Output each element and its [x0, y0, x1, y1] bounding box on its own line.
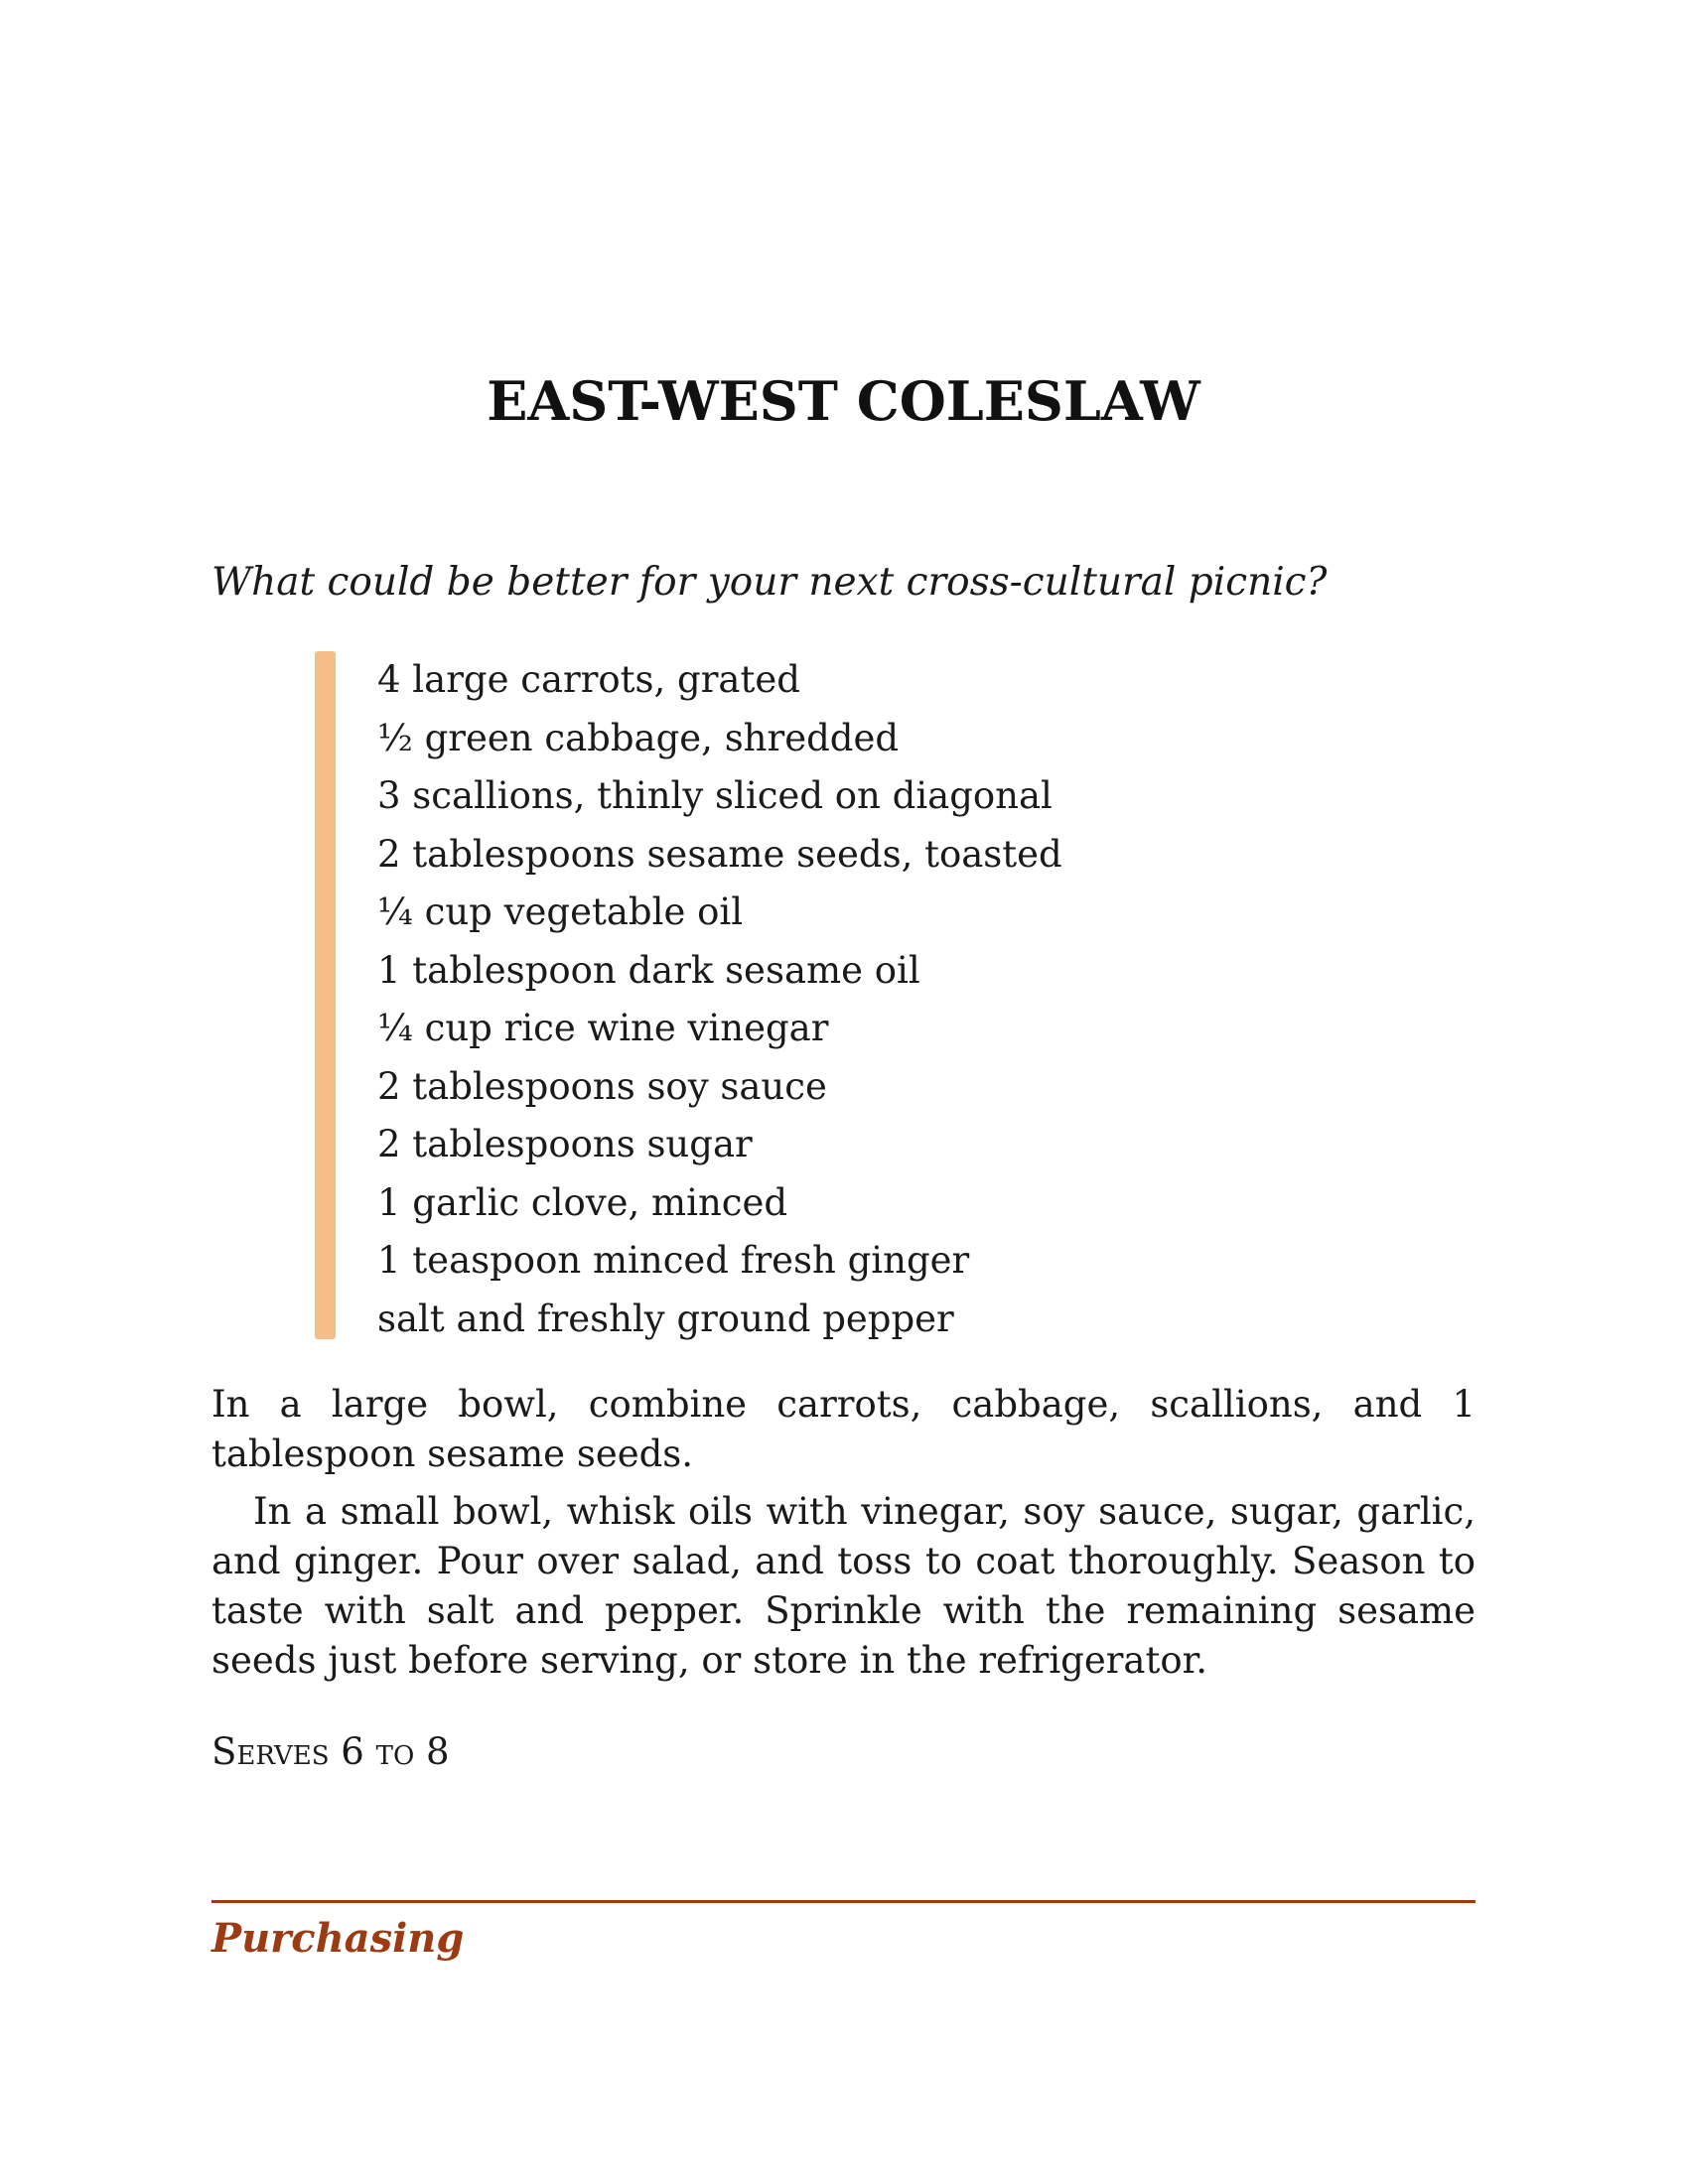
ingredient-item: ¼ cup vegetable oil [377, 890, 744, 933]
ingredient-item: 1 garlic clove, minced [377, 1180, 788, 1224]
ingredient-item: ¼ cup rice wine vinegar [377, 1007, 829, 1049]
recipe-page [211, 0, 1476, 2184]
ingredient-item: 4 large carrots, grated [377, 658, 800, 701]
method-paragraph: In a large bowl, combine carrots, cabbage, scallions, and 1 tablespoon sesame seeds. [211, 1383, 1476, 1475]
recipe-method [211, 1380, 1476, 1694]
ingredient-item: 3 scallions, thinly sliced on diagonal [377, 774, 1053, 817]
ingredients-list [377, 651, 1062, 1348]
ingredients-accent-bar [315, 651, 336, 1339]
section-link-purchasing[interactable]: Purchasing [211, 1915, 465, 1962]
footer-divider [211, 1900, 1476, 1903]
method-paragraph: In a small bowl, whisk oils with vinegar, soy sauce, sugar, garlic, and ginger. Pour over salad, and toss to coat thoroughly. Season to taste with salt and pepper. Sprinkle with the remaining sesame seeds just before serving, or store in the refrigerator. [211, 1490, 1476, 1682]
ingredient-item: 2 tablespoons sugar [377, 1123, 753, 1165]
ingredient-item: ½ green cabbage, shredded [377, 716, 900, 759]
ingredient-item: 2 tablespoons soy sauce [377, 1064, 827, 1108]
recipe-title: EAST-WEST COLESLAW [487, 369, 1200, 433]
ingredient-item: salt and freshly ground pepper [377, 1297, 954, 1340]
ingredient-item: 2 tablespoons sesame seeds, toasted [377, 832, 1062, 876]
ingredient-item: 1 tablespoon dark sesame oil [377, 948, 920, 992]
servings-note: Serves 6 to 8 [211, 1730, 450, 1773]
ingredients-block [315, 651, 1208, 1339]
ingredient-item: 1 teaspoon minced fresh ginger [377, 1239, 970, 1282]
recipe-intro: What could be better for your next cross-cultural picnic? [211, 560, 1328, 605]
